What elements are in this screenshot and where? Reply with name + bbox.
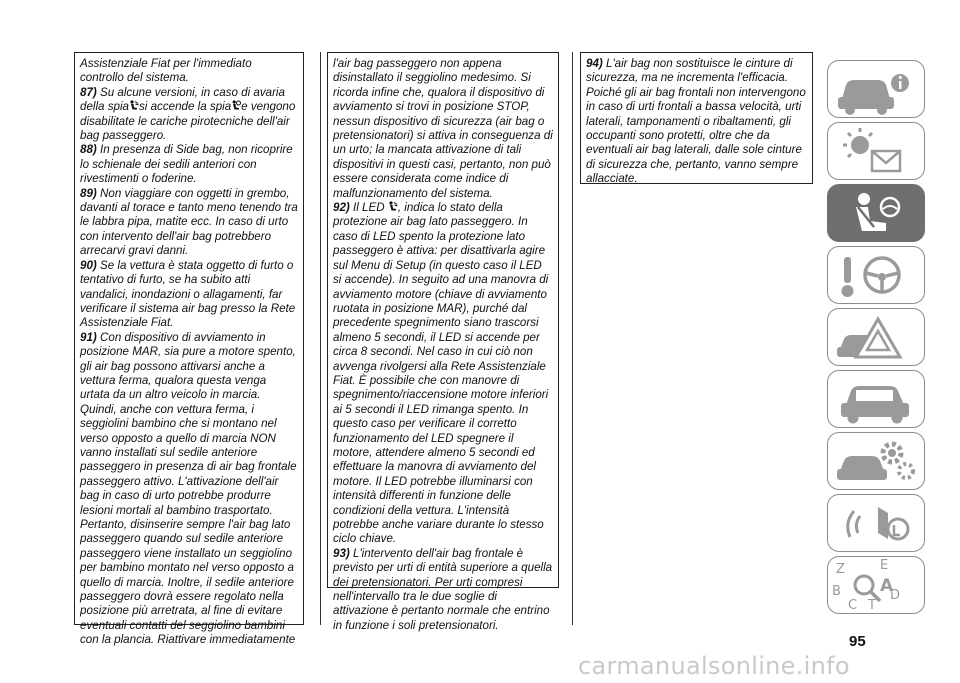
index-letter: B [832,584,841,599]
note-92 [333,201,553,547]
tab-safety[interactable] [827,184,925,242]
note-90 [80,259,298,331]
note-text: L'intervento dell'air bag frontale è previsto per urti di entità superiore a quella dei pretensionatori. Per urti compresi nell'intervallo tra le due soglie di attivazione è pertanto normale che entrino in funzione i soli pretensionatori. [333,546,553,632]
note-text: Non viaggiare con oggetti in grembo, davanti al torace e tanto meno tenendo tra le labbra pipa, matite ecc. In caso di urto con intervento dell'air bag potrebbero arrecarvi gravi danni. [80,186,298,258]
note-text: In presenza di Side bag, non ricoprire lo schienale dei sedili anteriori con rivestimenti o foderine. [80,143,293,186]
emergency-warning-icon [828,309,926,367]
tab-knowing-the-car[interactable] [827,60,925,118]
tab-servicing-and-care[interactable] [827,370,925,428]
tab-index[interactable] [827,556,925,614]
watermark: carmanualsonline.info [578,652,850,680]
note-number: 88) [80,143,97,157]
safety-airbag-icon [828,185,926,243]
note-89 [80,187,298,259]
car-maintenance-icon [828,371,926,429]
multimedia-icon [828,495,926,553]
paragraph-continuation: l'air bag passeggero non appena disinstallato il seggiolino medesimo. Si ricorda infine che, qualora il dispositivo di avviamento si trovi in posizione STOP, nessun dispositivo di sicurezza (air bag o pretensionatori) si attiva in conseguenza di un urto; la mancata attivazione di tali dispositivi in questi casi, pertanto, non può essere considerata come indice di malfunzionamento del sistema. [333,57,553,200]
index-letter: T [868,598,876,613]
index-letter: D [890,588,901,603]
note-number: 91) [80,330,97,344]
index-letter: A [880,576,894,596]
tab-starting-and-driving[interactable] [827,246,925,304]
note-text: , indica lo stato della protezione air bag lato passeggero. In caso di LED spento la protezione lato passeggero è attiva: per disattivarla agire sul Menu di Setup (in questo caso il LED si accende). In seguito ad una manovra di avviamento motore (chiave di avviamento ruotata in posizione MAR), purché dal precedente spegnimento siano trascorsi almeno 5 secondi, il LED si accende per circa 8 secondi. Nel caso in cui ciò non avvenga rivolgersi alla Rete Assistenziale Fiat. È possibile che con manovre di spegnimento/riaccensione motore inferiori ai 5 secondi il LED rimanga spento. In questo caso per verificare il corretto funzionamento del LED spegnere il motore, attendere almeno 5 secondi ed effettuare la manovra di avviamento del motore. Il LED potrebbe illuminarsi con intensità differenti in funzione delle condizioni della vettura. L'intensità potrebbe anche variare durante lo stesso ciclo chiave. [333,201,549,546]
paragraph-intro: Assistenziale Fiat per l'immediato controllo del sistema. [80,57,252,85]
note-number: 93) [333,546,350,560]
text-column-3 [580,52,813,184]
note-number: 90) [80,258,97,272]
technical-data-gears-icon [828,433,926,491]
car-info-icon [828,61,926,119]
index-letter: E [880,558,889,573]
note-text: Con dispositivo di avviamento in posizione MAR, sia pure a motore spento, gli air bag possono attivarsi anche a vettura ferma, qualora questa venga urtata da un altro veicolo in marcia. Quindi, anche con vettura ferma, i seggiolini bambino che si montano nel verso opposto a quello di marcia NON vanno installati sul sedile anteriore passeggero in presenza di air bag frontale passeggero attivo. L'attivazione dell'air bag in caso di urto potrebbe produrre lesioni mortali al bambino trasportato. Pertanto, disinserire sempre l'air bag lato passeggero quando sul sedile anteriore passeggero viene installato un seggiolino per bambino montato nel verso opposto a quello di marcia. Inoltre, il sedile anteriore passeggero dovrà essere regolato nella posizione più arretrata, al fine di evitare eventuali contatti del seggiolino bambini con la plancia. Riattivare immediatamente [80,330,297,647]
airbag-off-icon [231,100,241,111]
note-text: si accende la spia [139,100,232,114]
page-number: 95 [849,633,866,650]
note-text: Se la vettura è stata oggetto di furto o tentativo di furto, se ha subito atti vandalici, inondazioni o allagamenti, far verificare il sistema air bag presso la Rete Assistenziale Fiat. [80,258,296,330]
steering-wheel-key-icon [828,247,926,305]
tab-warning-lights[interactable] [827,122,925,180]
note-88 [80,143,298,186]
tab-in-an-emergency[interactable] [827,308,925,366]
warning-lights-icon [828,123,926,181]
text-column-1 [74,52,304,647]
note-91 [80,331,298,648]
note-text: Su alcune versioni, in caso di avaria della spia [80,85,285,114]
tab-technical-data[interactable] [827,432,925,490]
note-number: 92) [333,201,350,215]
note-number: 94) [586,57,603,70]
note-text: L'air bag non sostituisce le cinture di sicurezza, ma ne incrementa l'efficacia. Poiché gli air bag frontali non intervengono in caso di urti frontali a bassa velocità, urti laterali, tamponamenti o ribaltamenti, gli occupanti sono protetti, oltre che da eventuali air bag laterali, dalle sole cinture di sicurezza che, pertanto, vanno sempre allacciate. [586,57,806,186]
index-letter: C [848,598,858,613]
index-letters-icon [828,557,926,615]
airbag-off-led-icon [388,201,398,212]
passenger-airbag-warning-icon [129,100,139,111]
column-divider [320,52,321,625]
note-text: e vengono disabilitate le cariche pirotecniche dell'air bag passeggero. [80,100,296,143]
tab-multimedia[interactable] [827,494,925,552]
note-87 [80,86,298,144]
index-letter: Z [836,562,845,577]
note-number: 89) [80,186,97,200]
note-93 [333,547,553,633]
note-text: Il LED [353,201,385,215]
column-divider [572,52,573,625]
note-94 [586,57,807,187]
note-number: 87) [80,85,97,99]
text-column-2 [327,52,559,632]
